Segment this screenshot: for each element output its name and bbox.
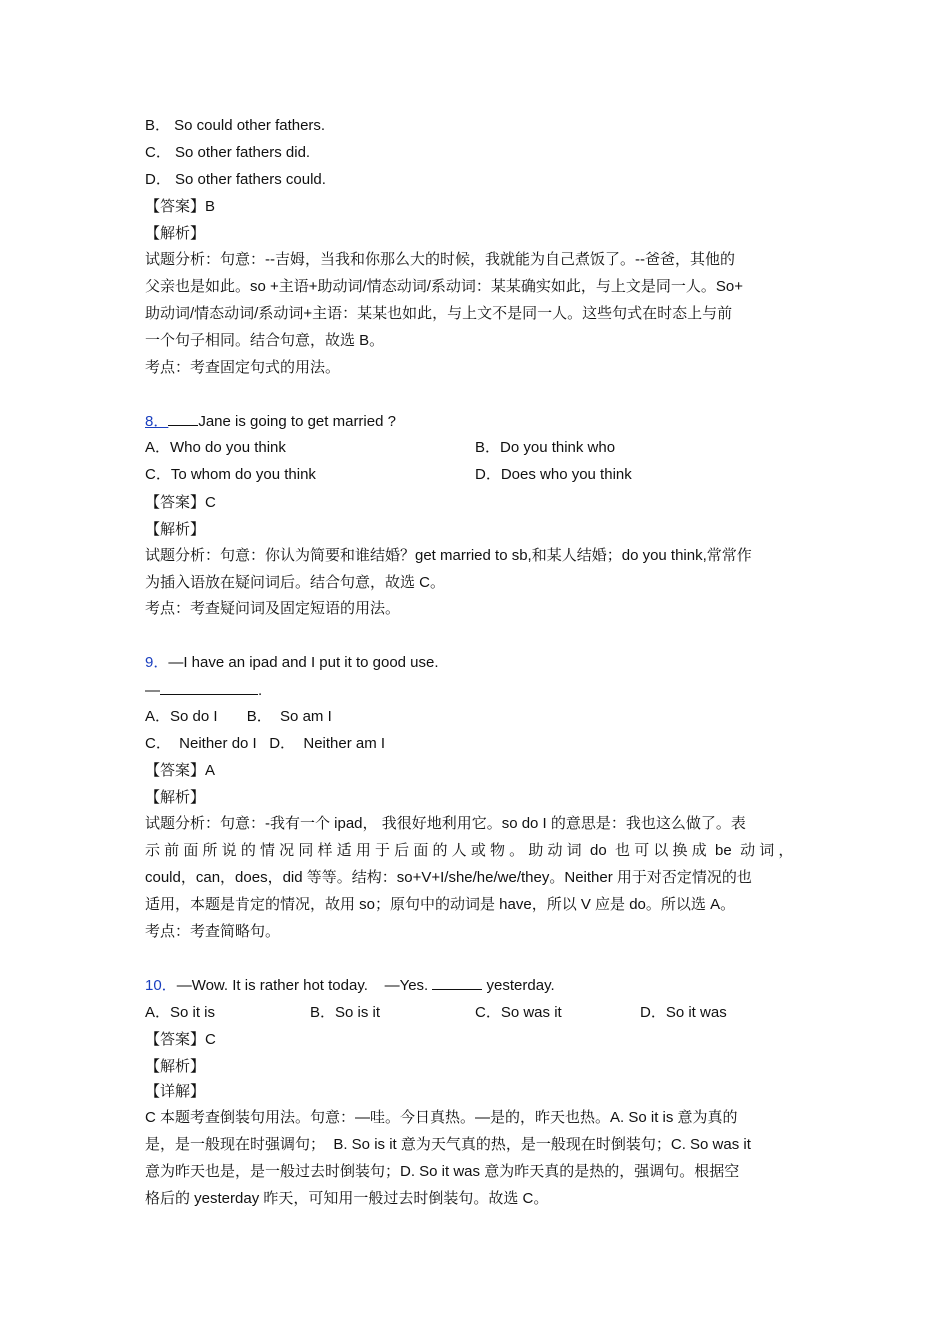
q8-point: 考点：考查疑问词及固定短语的用法。 <box>145 600 401 617</box>
q7-analysis-heading: 【解析】 <box>145 225 206 242</box>
q8-stem-text: Jane is going to get married ? <box>198 413 396 430</box>
q7-answer: 【答案】B <box>145 198 216 215</box>
q10-stem <box>145 975 555 996</box>
q10-option-c: C．So was it <box>475 1004 562 1021</box>
q7-analysis-line: 父亲也是如此。so +主语+助动词/情态动词/系动词：某某确实如此，与上文是同一人。So+ <box>145 278 743 295</box>
q9-analysis-line: 适用，本题是肯定的情况，故用 so；原句中的动词是 have，所以 V 应是 do。所以选 A。 <box>145 896 736 913</box>
q8-stem <box>145 411 396 432</box>
q10-answer-blank <box>432 975 482 990</box>
q8-analysis-line: 为插入语放在疑问词后。结合句意，故选 C。 <box>145 574 446 591</box>
q7-option-b: B． So could other fathers. <box>145 117 326 134</box>
q8-number-link[interactable]: 8． <box>145 413 169 430</box>
q8-analysis-heading: 【解析】 <box>145 521 206 538</box>
q9-period: . <box>258 682 263 699</box>
q7-analysis-line: 一个句子相同。结合句意，故选 B。 <box>145 332 385 349</box>
q7-analysis-line: 助动词/情态动词/系动词+主语：某某也如此，与上文不是同一人。这些句式在时态上与前 <box>145 305 733 322</box>
q9-answer-blank <box>160 680 258 695</box>
q7-point: 考点：考查固定句式的用法。 <box>145 359 341 376</box>
q10-detail-line: 格后的 yesterday 昨天，可知用一般过去时倒装句。故选 C。 <box>145 1190 549 1207</box>
q9-point: 考点：考查简略句。 <box>145 923 281 940</box>
q9-analysis-line: 试题分析：句意：-我有一个 ipad， 我很好地利用它。so do I 的意思是：我也这么做了。表 <box>145 815 746 832</box>
q7-option-d: D． So other fathers could. <box>145 171 326 188</box>
q9-response-line <box>145 680 262 701</box>
q10-detail-line: C 本题考查倒装句用法。句意：—哇。今日真热。—是的，昨天也热。A. So it is 意为真的 <box>145 1109 738 1126</box>
q10-option-a: A．So it is <box>145 1004 216 1021</box>
q10-option-d: D．So it was <box>640 1004 727 1021</box>
q10-analysis-heading: 【解析】 <box>145 1058 206 1075</box>
q8-option-d: D．Does who you think <box>475 466 632 483</box>
q8-option-c: C．To whom do you think <box>145 466 316 483</box>
q9-stem-text: —I have an ipad and I put it to good use. <box>168 654 439 671</box>
q7-analysis-line: 试题分析：句意：--吉姆，当我和你那么大的时候，我就能为自己煮饭了。--爸爸，其他的 <box>145 251 735 268</box>
q7-option-c: C． So other fathers did. <box>145 144 311 161</box>
q9-analysis-line: 示 前 面 所 说 的 情 况 同 样 适 用 于 后 面 的 人 或 物 。 助 动 词 do 也 可 以 换 成 be 动 词 ， <box>145 842 794 859</box>
q10-stem-part2: —Yes. <box>384 977 429 994</box>
q9-options-row1: A．So do I B． So am I <box>145 708 332 725</box>
q10-detail-line: 是，是一般现在时强调句； B. So is it 意为天气真的热，是一般现在时倒装句；C. So was it <box>145 1136 751 1153</box>
q8-option-a: A．Who do you think <box>145 439 286 456</box>
q8-analysis-line: 试题分析：句意：你认为简要和谁结婚？get married to sb,和某人结婚；do you think,常常作 <box>145 547 752 564</box>
q10-stem-part3: yesterday. <box>486 977 555 994</box>
q9-stem <box>145 653 439 673</box>
q9-analysis-heading: 【解析】 <box>145 789 206 806</box>
q10-detail-heading: 【详解】 <box>145 1083 206 1100</box>
q9-options-row2: C． Neither do I D． Neither am I <box>145 735 386 752</box>
q10-stem-part1: —Wow. It is rather hot today. <box>176 977 368 994</box>
q10-detail-line: 意为昨天也是，是一般过去时倒装句；D. So it was 意为昨天真的是热的，强调句。根据空 <box>145 1163 740 1180</box>
q8-answer: 【答案】C <box>145 494 216 511</box>
q8-answer-blank <box>168 411 198 426</box>
q9-dash: — <box>145 682 160 699</box>
q9-answer: 【答案】A <box>145 762 216 779</box>
q10-number: 10． <box>145 977 177 994</box>
q10-answer: 【答案】C <box>145 1031 216 1048</box>
q9-number: 9． <box>145 654 169 671</box>
q10-option-b: B．So is it <box>310 1004 381 1021</box>
q8-option-b: B．Do you think who <box>475 439 616 456</box>
q9-analysis-line: could，can，does，did 等等。结构：so+V+I/she/he/we/they。Neither 用于对否定情况的也 <box>145 869 752 886</box>
